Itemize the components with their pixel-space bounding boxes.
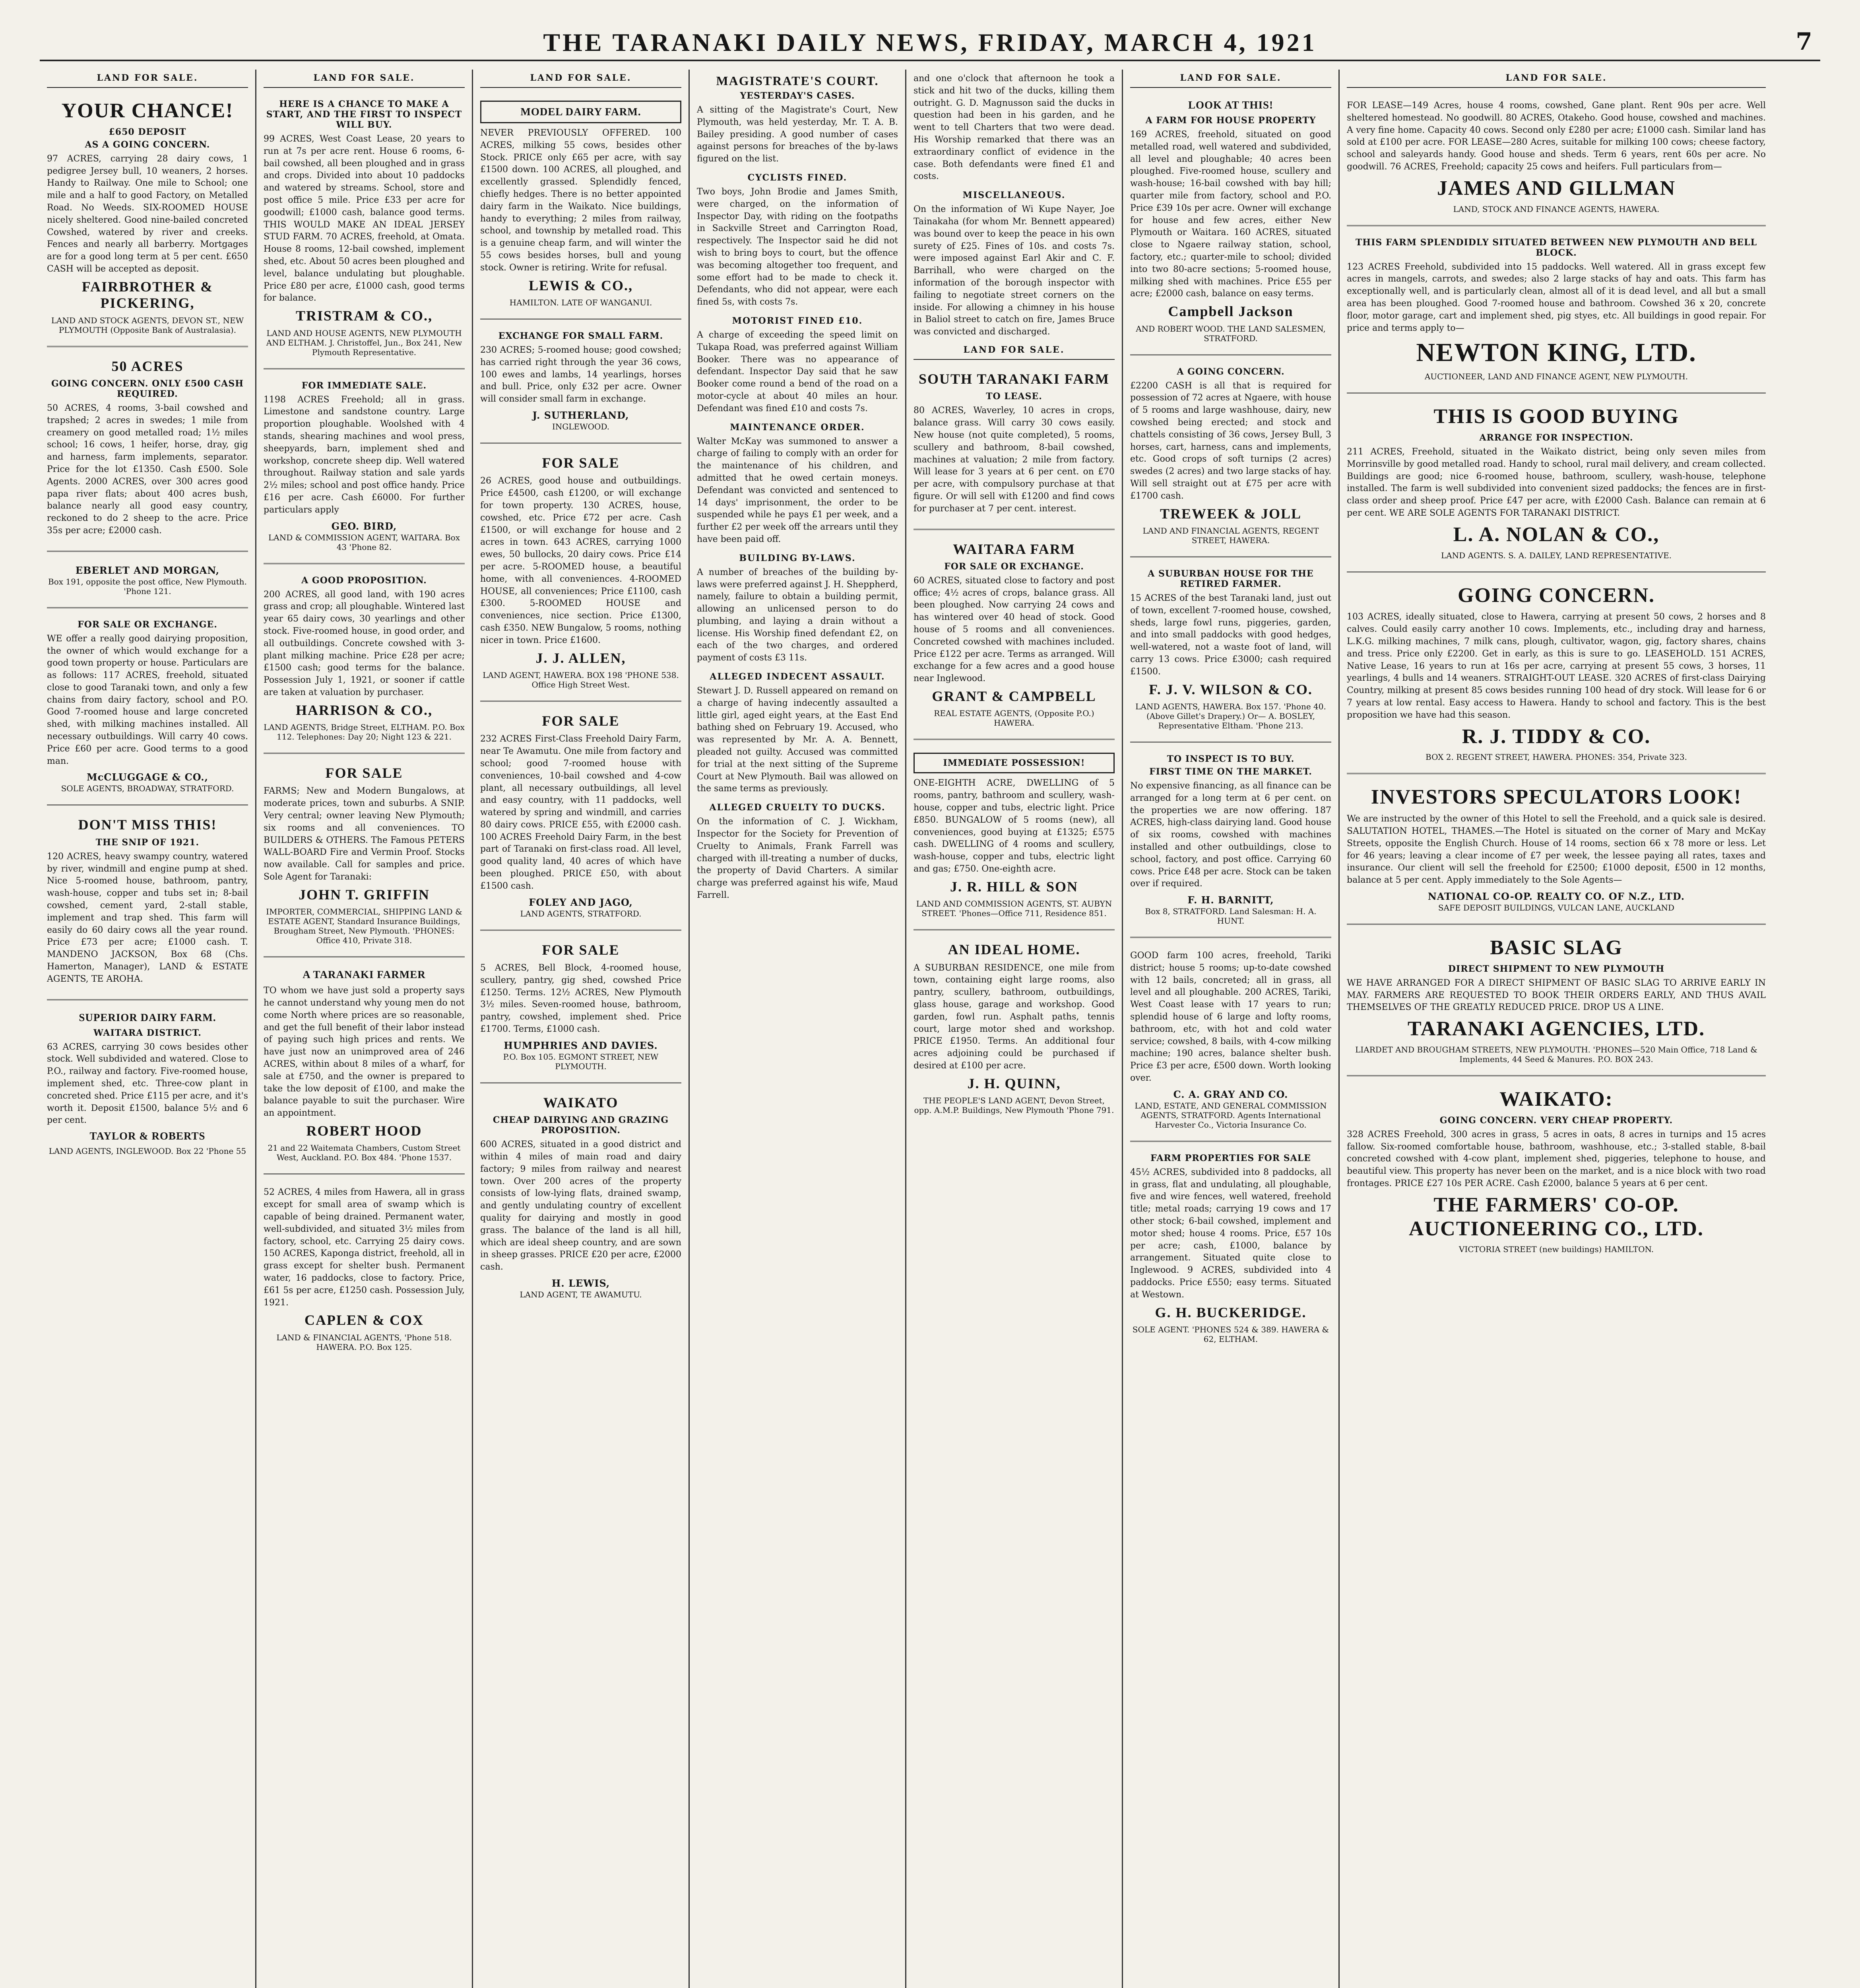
advert-exchange-small-farm	[480, 320, 681, 444]
advert-subtitle: FOR SALE OR EXCHANGE.	[944, 561, 1084, 572]
advert-subtitle: GOING CONCERN. VERY CHEAP PROPERTY.	[1439, 1115, 1673, 1126]
advert-body: FARMS; New and Modern Bungalows, at moderate prices, town and suburbs. A SNIP. Very central; owner leaving New Plymouth; six rooms and all conveniences. TO BUILDERS & OTHERS. The Famous PETERS WALL-BOARD Fire and Vermin Proof. Stocks now available. Call for samples and price. Sole Agent for Taranaki:	[264, 786, 465, 882]
newspaper-title: THE TARANAKI DAILY NEWS, FRIDAY, MARCH 4, 1921	[543, 28, 1317, 56]
advert-title: A GOING CONCERN.	[1177, 366, 1285, 377]
advert-model-dairy	[480, 88, 681, 320]
advert-title: FOR SALE OR EXCHANGE.	[78, 619, 217, 630]
advert-james-gillman	[1347, 88, 1766, 226]
page-number: 7	[1796, 28, 1812, 56]
agent-name: TAYLOR & ROBERTS	[89, 1130, 206, 1142]
advert-body: 50 ACRES, 4 rooms, 3-bail cowshed and trapshed; 2 acres in swedes; 1 mile from creamery on good metalled road; 1½ miles school; 16 cows, 1 heifer, horse, dray, gig and harness, farm implements, separator. Price for the lot £1350. Cash £500. Sole Agents. 2000 ACRES, over 300 acres good papa river flats; about 400 acres bush, balance nearly all good easy country, reckoned to do 2 sheep to the acre. Price 35s per acre; £2000 cash.	[47, 403, 248, 536]
advert-immediate-sale	[264, 369, 465, 564]
advert-caplen-cox	[264, 1175, 465, 1363]
advert-body: FOR LEASE—149 Acres, house 4 rooms, cowshed, Gane plant. Rent 90s per acre. Well sheltered homestead. No goodwill. 80 ACRES, Otakeho. Good house, cowshed and machines. A very fine home. Capacity 40 cows. Second only £280 per acre; £1000 cash. Similar land has sold at £100 per acre. FOR LEASE—280 Acres, suitable for milking 100 cows; cheese factory, school and saleyards handy. Good house and sheds. Term 6 years, rent 60s per acre. No goodwill. 76 ACRES, Freehold; capacity 25 cows and heifers. Full particulars from—	[1347, 101, 1766, 172]
news-paragraph: A charge of exceeding the speed limit on Tukapa Road, was preferred against William Booker. There was no appearance of defendant. Inspector Day said that he saw Booker come round a bend of the road on a motor-cycle at about 40 miles an hour. Defendant was fined £10 and costs 7s.	[697, 330, 898, 414]
advert-dont-miss	[47, 806, 248, 1000]
agent-address: INGLEWOOD.	[552, 421, 610, 431]
agent-address: LIARDET AND BROUGHAM STREETS, NEW PLYMOUTH. 'PHONES—520 Main Office, 718 Land & Implements, 44 Seed & Manures. P.O. BOX 243.	[1355, 1044, 1757, 1064]
column-header: LAND FOR SALE.	[264, 70, 465, 88]
agent-name: EBERLET AND MORGAN,	[75, 564, 220, 576]
advert-subtitle: FIRST TIME ON THE MARKET.	[1149, 766, 1312, 777]
column-7	[1340, 70, 1773, 1988]
agent-address: LAND, ESTATE, AND GENERAL COMMISSION AGENTS, STRATFORD. Agents International Harvester Co., Victoria Insurance Co.	[1135, 1101, 1327, 1130]
agent-address: LAND AND FINANCIAL AGENTS, REGENT STREET, HAWERA.	[1142, 526, 1319, 545]
advert-going-concern	[1130, 355, 1331, 557]
agent-name: HUMPHRIES AND DAVIES.	[504, 1039, 658, 1051]
advert-ideal-home	[914, 930, 1115, 1126]
agent-address: AND ROBERT WOOD. THE LAND SALESMEN, STRATFORD.	[1136, 324, 1326, 343]
agent-address: LAND AGENTS, STRATFORD.	[520, 909, 642, 918]
advert-body: 169 ACRES, freehold, situated on good metalled road, well watered and subdivided, all level and ploughable; 40 acres been ploughed. Five-roomed house, scullery and wash-house; 16-bail cowshed with bay hill; quarter mile from factory, school and P.O. Price £39 10s per acre. Owner will exchange for house and few acres, either New Plymouth or Waitara. 160 ACRES, situated close to Ngaere railway station, school, factory, etc.; quarter-mile to school; divided into two 80-acre sections; 5-roomed house, milking shed with machines. Price £55 per acre; £2000 cash, balance on easy terms.	[1130, 130, 1331, 299]
column-3	[473, 70, 690, 1988]
agent-name: TARANAKI AGENCIES, LTD.	[1407, 1017, 1705, 1041]
agent-address: SOLE AGENTS, BROADWAY, STRATFORD.	[61, 784, 234, 794]
agent-name: R. J. TIDDY & CO.	[1462, 725, 1651, 748]
advert-foley-jago	[480, 702, 681, 931]
news-subhead: MOTORIST FINED £10.	[732, 315, 863, 326]
column-header: LAND FOR SALE.	[914, 342, 1115, 360]
agent-address: LAND AGENTS, Bridge Street, ELTHAM. P.O. Box 112. Telephones: Day 20; Night 123 & 221.	[264, 722, 465, 742]
advert-basic-slag	[1347, 925, 1766, 1076]
agent-name: L. A. NOLAN & CO.,	[1453, 523, 1660, 546]
advert-title: THIS IS GOOD BUYING	[1433, 405, 1679, 428]
news-paragraph: On the information of Wi Kupe Nayer, Joe Tainakaha (for whom Mr. Bennett appeared) was bound over to keep the peace in his own surety of £25. Fines of 10s. and costs 7s. were imposed against Earl Akir and C. F. Barrihall, who were charged on the information of the borough inspector with failing to negotiate street corners on the inside. For allowing a chimney in his house in Baliol street to catch on fire, James Bruce was convicted and discharged.	[914, 204, 1115, 337]
agent-name: TREWEEK & JOLL	[1160, 505, 1302, 522]
advert-title: WAITARA FARM	[953, 541, 1075, 557]
advert-title: AN IDEAL HOME.	[948, 942, 1080, 958]
advert-waikato-going-concern	[1347, 1076, 1766, 1265]
agent-address: LAND AND STOCK AGENTS, DEVON ST., NEW PLYMOUTH (Opposite Bank of Australasia).	[51, 315, 244, 335]
advert-title: FOR SALE	[542, 454, 620, 471]
advert-subtitle: CHEAP DAIRYING AND GRAZING PROPOSITION.	[493, 1115, 669, 1136]
advert-title: DON'T MISS THIS!	[78, 817, 217, 833]
advert-title: A TARANAKI FARMER	[303, 969, 426, 981]
column-header: LAND FOR SALE.	[1347, 70, 1766, 88]
agent-name: JOHN T. GRIFFIN	[299, 886, 430, 903]
advert-body: WE offer a really good dairying proposition, the owner of which would exchange for a good town property or house. Particulars are as follows: 117 ACRES, freehold, situated close to good Taranaki town, and only a few chains from dairy factory, school and P.O. Good 7-roomed house and large concreted shed, with milking machines installed. All necessary outbuildings. Will carry 40 cows. Price £60 per acre. Good terms to a good man.	[47, 633, 248, 766]
news-subhead: ALLEGED CRUELTY TO DUCKS.	[709, 802, 886, 813]
advert-title: 50 ACRES	[111, 358, 184, 374]
news-paragraph: Stewart J. D. Russell appeared on remand on a charge of having indecently assaulted a little girl, aged eight years, at the East End bathing shed on February 19. Accused, who was represented by Mr. A. A. Bennett, pleaded not guilty. Accused was committed for trial at the next sitting of the Supreme Court at New Plymouth. Bail was allowed on the same terms as previously.	[697, 686, 898, 794]
advert-title: FOR SALE	[542, 942, 620, 958]
agent-name: JAMES AND GILLMAN	[1437, 177, 1676, 200]
agent-name: GRANT & CAMPBELL	[932, 688, 1096, 705]
advert-title: SOUTH TARANAKI FARM	[918, 371, 1110, 387]
advert-title: LOOK AT THIS!	[1188, 99, 1274, 111]
advert-your-chance	[47, 88, 248, 347]
news-paragraph: A number of breaches of the building by-laws were preferred against J. H. Sheppherd, namely, failure to obtain a building permit, allowing an unlicensed person to do plumbing, and laying a drain without a license. His Worship fined defendant £2, on each of the two charges, and ordered payment of costs £3 11s.	[697, 567, 898, 663]
advert-body: 211 ACRES, Freehold, situated in the Waikato district, being only seven miles from Morrinsville by good metalled road. Handy to school, rural mail delivery, and cream collected. Buildings are good; nice 6-roomed house, bathroom, scullery, wash-house, telephone installed. The farm is well subdivided into convenient sized paddocks; the fences are in first-class order and sheep proof. Price £47 per acre, with £2000 Cash. Balance can remain at 6 per cent. WE ARE SOLE AGENTS FOR TARANAKI DISTRICT.	[1347, 447, 1766, 518]
advert-tiddy	[1347, 573, 1766, 775]
advert-title: HERE IS A CHANCE TO MAKE A START, AND THE FIRST TO INSPECT WILL BUY.	[266, 99, 462, 130]
column-6	[1123, 70, 1340, 1988]
advert-body: TO whom we have just sold a property says he cannot understand why young men do not come North where prices are so reasonable, and get the full benefit of their labor instead of paying such high prices and rents. We have just now an unimproved area of 246 ACRES, within about 8 miles of a wharf, for sale at £750, and the owner is prepared to take the low deposit of £100, and make the balance payable to suit the purchaser. Wire an appointment.	[264, 986, 465, 1118]
advert-body: 1198 ACRES Freehold; all in grass. Limestone and sandstone country. Large proportion ploughable. Woolshed with 4 stands, shearing machines and wool press, sheepyards, barn, implement shed and workshop, concrete sheep dip. Well watered throughout. Railway station and sale yards 2½ miles; school and post office handy. Price £16 per acre. Cash £6000. For further particulars apply	[264, 394, 465, 515]
advert-subtitle: WAITARA DISTRICT.	[93, 1027, 202, 1038]
agent-name: GEO. BIRD,	[331, 520, 397, 532]
agent-name: H. LEWIS,	[551, 1277, 610, 1289]
agent-address: LAND AGENTS. S. A. DAILEY, LAND REPRESENTATIVE.	[1441, 550, 1672, 560]
advert-newton-king	[1347, 226, 1766, 394]
advert-body: 80 ACRES, Waverley, 10 acres in crops, balance grass. Will carry 30 cows easily. New house (not quite completed), 5 rooms, scullery and bathroom, 8-bail cowshed, machines at valuation; 2 mile from factory. Will lease for 3 years at 6 per cent. on £70 per acre, with compulsory purchase at that figure. Or will sell with £1200 and find cows for purchaser at 7 per cent. interest.	[914, 406, 1115, 514]
news-subhead: CYCLISTS FINED.	[747, 172, 848, 183]
advert-title: THIS FARM SPLENDIDLY SITUATED BETWEEN NEW PLYMOUTH AND BELL BLOCK.	[1355, 237, 1757, 258]
advert-superior-dairy	[47, 1000, 248, 1167]
advert-subtitle: THE SNIP OF 1921.	[95, 837, 200, 848]
advert-body: We are instructed by the owner of this Hotel to sell the Freehold, and a quick sale is desired. SALUTATION HOTEL, THAMES.—The Hotel is situated on the corner of Mary and McKay Streets, opposite the English Church. House of 14 rooms, section 66 x 78 more or less. Let for 46 years; leaving a clear income of £7 per week, the lessee paying all rates, taxes and insurance. Our client will sell the freehold for £2500; £1000 deposit, £500 in 12 months, balance at 5 per cent. Apply immediately to the Sole Agents—	[1347, 814, 1766, 885]
agent-name: NATIONAL CO-OP. REALTY CO. OF N.Z., LTD.	[1427, 890, 1685, 902]
agent-address: THE PEOPLE'S LAND AGENT, Devon Street, opp. A.M.P. Buildings, New Plymouth 'Phone 791.	[914, 1096, 1114, 1115]
agent-address: SAFE DEPOSIT BUILDINGS, VULCAN LANE, AUCKLAND	[1438, 903, 1675, 912]
advert-immediate-possession	[914, 740, 1115, 930]
agent-name: HARRISON & CO.,	[295, 702, 433, 718]
agent-address: LAND, STOCK AND FINANCE AGENTS, HAWERA.	[1453, 204, 1660, 214]
agent-name: J. SUTHERLAND,	[532, 409, 629, 421]
column-4	[690, 70, 906, 1988]
news-paragraph: Two boys, John Brodie and James Smith, were charged, on the information of Inspector Day, with riding on the footpaths in Sackville Street and Carrington Road, respectively. The Inspector said he did not wish to bring boys to court, but the offence was becoming altogether too frequent, and some effort had to be made to check it. Defendants, who did not appear, were each fined 5s, with costs 7s.	[697, 186, 898, 307]
column-5	[906, 70, 1123, 1988]
advert-body: 97 ACRES, carrying 28 dairy cows, 1 pedigree Jersey bull, 10 weaners, 2 horses. Handy to Railway. One mile to School; one mile and a half to good Factory, on Metalled Road. No Weeds. SIX-ROOMED HOUSE nicely sheltered. Good nine-bailed concreted Cowshed, watered by river and creeks. Fences and nearly all barberry. Mortgages are for a good long term at 5 per cent. £650 CASH will be accepted as deposit.	[47, 153, 248, 274]
advert-body: 120 ACRES, heavy swampy country, watered by river, windmill and engine pump at shed. Nice 5-roomed house, bathroom, pantry, wash-house, copper and tubs set in; 8-bail cowshed, cement yard, 2-stall stable, implement and trap shed. This farm will easily do 60 dairy cows all the year round. Price £73 per acre; £1000 cash. T. MANDENO JACKSON, Box 68 (Chs. Hamerton, Manager), LAND & ESTATE AGENTS, TE AROHA.	[47, 851, 248, 984]
advert-suburban-house	[1130, 557, 1331, 743]
advert-subtitle: AS A GOING CONCERN.	[85, 139, 210, 150]
advert-title: WAIKATO:	[1499, 1087, 1613, 1110]
advert-title: FARM PROPERTIES FOR SALE	[1150, 1153, 1311, 1163]
agent-name: TRISTRAM & CO.,	[295, 308, 433, 324]
advert-title: WAIKATO	[543, 1094, 619, 1110]
agent-address: SOLE AGENT. 'PHONES 524 & 389. HAWERA & 62, ELTHAM.	[1132, 1325, 1329, 1344]
column-header: LAND FOR SALE.	[1130, 70, 1331, 88]
advert-title: IMMEDIATE POSSESSION!	[914, 753, 1115, 773]
advert-body: NEVER PREVIOUSLY OFFERED. 100 ACRES, milking 55 cows, besides other Stock. PRICE only £65 per acre, with say £1500 down. 100 ACRES, all ploughed, and excellently grassed. Splendidly fenced, chiefly hedges. There is no better appointed dairy farm in the Waikato. Nice buildings, handy to everything; 2 miles from railway, school, and township by metalled road. This is a genuine cheap farm, and will winter the 55 cows besides horses, bull and young stock. Owner is retiring. Write for refusal.	[480, 128, 681, 273]
advert-title: YOUR CHANCE!	[61, 99, 234, 122]
news-paragraph: A sitting of the Magistrate's Court, New Plymouth, was held yesterday, Mr. T. A. B. Bailey presiding. A good number of cases against persons for breaches of the by-laws figured on the list.	[697, 105, 898, 164]
advert-body: 600 ACRES, situated in a good district and within 4 miles of main road and dairy factory; 9 miles from railway and nearest town. Over 200 acres of the property consists of low-lying flats, drained swamp, and gently undulating country of excellent quality for dairying and mostly in good grass. The balance of the land is all hill, which are ideal sheep country, and are sown in sheep grasses. PRICE £20 per acre, £2000 cash.	[480, 1140, 681, 1272]
advert-body: A SUBURBAN RESIDENCE, one mile from town, containing eight large rooms, also pantry, scullery, bathroom, outbuildings, glass house, garage and workshop. Good garden, fowl run. Asphalt paths, tennis court, large motor shed and workshop. PRICE £1950. Terms. An additional four acres adjoining could be purchased if desired at £100 per acre.	[914, 963, 1115, 1071]
advert-body: 123 ACRES Freehold, subdivided into 15 paddocks. Well watered. All in grass except few acres in mangels, carrots, and swedes; also 2 large stacks of hay and oats. This farm has exceptionally well, and is particularly clean, almost all of it is dead level, and all but a small area has been ploughed. Good 7-roomed house and bathroom. Cowshed 36 x 20, concrete floor, motor garage, cart and implement shed, pig styes, etc. All buildings in good repair. For price and terms apply to—	[1347, 262, 1766, 333]
advert-look-at-this	[1130, 88, 1331, 355]
advert-subtitle: £650 DEPOSIT	[109, 126, 186, 137]
agent-name: J. H. QUINN,	[967, 1075, 1061, 1091]
agent-address: AUCTIONEER, LAND AND FINANCE AGENT, NEW PLYMOUTH.	[1424, 372, 1688, 382]
agent-address: LAND AND COMMISSION AGENTS, ST. AUBYN STREET. 'Phones—Office 711, Residence 851.	[916, 899, 1112, 918]
agent-address: REAL ESTATE AGENTS, (Opposite P.O.) HAWERA.	[934, 709, 1094, 728]
advert-body: No expensive financing, as all finance can be arranged for a long term at 6 per cent. on the properties we are now offering. 187 ACRES, high-class dairying land. Good house of six rooms, cowshed with machines installed and other outbuildings, close to school, factory, and post office. Carrying 60 cows. Price £48 per acre. Stock can be taken over if required.	[1130, 780, 1331, 889]
advert-waitara-farm	[914, 530, 1115, 740]
advert-title: FOR IMMEDIATE SALE.	[301, 380, 427, 391]
advert-body: 99 ACRES, West Coast Lease, 20 years to run at 7s per acre rent. House 6 rooms, 6-bail cowshed, all been ploughed and in grass and crops. Divided into about 10 paddocks and watered by streams. School, store and post office 5 mile. Price £33 per acre for goodwill; £1000 cash, balance good terms. THIS WOULD MAKE AN IDEAL JERSEY STUD FARM. 70 ACRES, freehold, at Omata. House 8 rooms, 12-bail cowshed, implement shed, etc. About 50 acres been ploughed and level, balance undulating but ploughable. Price £80 per acre, £1000 cash, good terms for balance.	[264, 134, 465, 303]
advert-body: 328 ACRES Freehold, 300 acres in grass, 5 acres in oats, 8 acres in turnips and 15 acres fallow. Six-roomed comfortable house, bathroom, washhouse, etc.; 3-stalled stable, 8-bail concreted cowshed with 4-cow plant, implement shed, piggeries, telephone to house, and beautiful view. This property has never been on the market, and is a nice block with two road frontages. PRICE £27 10s PER ACRE. Cash £2000, balance 5 years at 6 per cent.	[1347, 1129, 1766, 1188]
news-subhead: MISCELLANEOUS.	[962, 190, 1066, 201]
advert-eberlet	[47, 552, 248, 608]
advert-body: 230 ACRES; 5-roomed house; good cowshed; has carried right through the year 36 cows, 100 ewes and lambs, 14 yearlings, horses and bull. Price, only £32 per acre. Owner will consider small farm in exchange.	[480, 345, 681, 404]
agent-name: LEWIS & CO.,	[528, 277, 633, 293]
advert-title: A SUBURBAN HOUSE FOR THE RETIRED FARMER.	[1148, 568, 1314, 589]
advert-title: EXCHANGE FOR SMALL FARM.	[498, 331, 663, 341]
agent-name: CAPLEN & COX	[305, 1312, 424, 1328]
news-paragraph: Walter McKay was summoned to answer a charge of failing to comply with an order for the maintenance of his children, and admitted that he owed certain moneys. Defendant was convicted and sentenced to 14 days' imprisonment, the order to be suspended while he pays £1 per week, and a further £2 per week off the arrears until they have been paid off.	[697, 436, 898, 544]
advert-good-buying	[1347, 394, 1766, 572]
agent-name: F. J. V. WILSON & CO.	[1149, 681, 1313, 697]
advert-subtitle: A FARM FOR HOUSE PROPERTY	[1145, 115, 1316, 126]
advert-subtitle: GOING CONCERN. ONLY £500 CASH REQUIRED.	[51, 378, 244, 399]
advert-body: GOOD farm 100 acres, freehold, Tariki district; house 5 rooms; up-to-date cowshed with 12 bails, concreted; all in grass, all level and all ploughable. 200 ACRES, Tariki, West Coast lease with 17 years to run; splendid house of 6 large and lofty rooms, bathroom, etc, with hot and cold water service; cowshed, 8 bails, with 4-cow milking machine; 190 acres, balance shelter bush. Price £3 per acre, £500 down. Worth looking over.	[1130, 951, 1331, 1083]
advert-body: 232 ACRES First-Class Freehold Dairy Farm, near Te Awamutu. One mile from factory and school; good 7-roomed house with conveniences, 10-bail cowshed and 4-cow plant, all necessary outbuildings, all level and easy country, with 11 paddocks, well watered by spring and windmill, and carries 80 dairy cows. PRICE £55, with £2000 cash. 100 ACRES Freehold Dairy Farm, in the best part of Taranaki on first-class road. All level, good quality land, 40 acres of which have been ploughed. PRICE £50, with about £1500 cash.	[480, 734, 681, 891]
advert-body: 45½ ACRES, subdivided into 8 paddocks, all in grass, flat and undulating, all ploughable, five and wire fences, well watered, freehold title; metal roads; carrying 19 cows and 17 other stock; 6-bail cowshed, implement and motor shed; house 4 rooms. Price, £57 10s per acre; cash, £1000, balance by arrangement. Situated quite close to Inglewood. 9 ACRES, subdivided into 4 paddocks. Price £550; easy terms. Situated at Westown.	[1130, 1167, 1331, 1300]
advert-investors	[1347, 774, 1766, 925]
agent-name: G. H. BUCKERIDGE.	[1155, 1304, 1307, 1320]
column-2	[256, 70, 473, 1988]
agent-name: J. R. HILL & SON	[950, 878, 1078, 895]
advert-body: WE HAVE ARRANGED FOR A DIRECT SHIPMENT OF BASIC SLAG TO ARRIVE EARLY IN MAY. FARMERS ARE REQUESTED TO BOOK THEIR ORDERS EARLY, AND THUS AVAIL THEMSELVES OF THE GREATLY REDUCED PRICE. DROP US A LINE.	[1347, 978, 1766, 1013]
agent-name: ROBERT HOOD	[306, 1123, 422, 1139]
agent-address: HAMILTON. LATE OF WANGANUI.	[509, 298, 652, 307]
advert-gray	[1130, 938, 1331, 1142]
agent-name: J. J. ALLEN,	[535, 650, 626, 666]
advert-allen	[480, 444, 681, 702]
advert-title: BASIC SLAG	[1490, 936, 1623, 959]
advert-title: MODEL DAIRY FARM.	[480, 101, 681, 123]
advert-body: 26 ACRES, good house and outbuildings. Price £4500, cash £1200, or will exchange for town property. 130 ACRES, house, cowshed, etc. Price £72 per acre. Cash £1500, or will exchange for house and 2 acres in town. 643 ACRES, carrying 1000 ewes, 50 bullocks, 20 dairy cows. Price £14 per acre. 5-ROOMED house, a beautiful home, with all conveniences. 4-ROOMED HOUSE, all conveniences; Price £1100, cash £300. 5-ROOMED HOUSE and conveniences, nice section. Price £1300, cash £350. NEW Bungalow, 5 rooms, nothing nicer in town. Price £1600.	[480, 476, 681, 645]
news-paragraph: On the information of C. J. Wickham, Inspector for the Society for Prevention of Cruelty to Animals, Frank Farrell was charged with ill-treating a number of ducks, the property of David Charters. A similar charge was preferred against his wife, Maud Farrell.	[697, 817, 898, 901]
agent-name: Campbell Jackson	[1168, 303, 1294, 320]
agent-address: P.O. Box 105. EGMONT STREET, NEW PLYMOUTH.	[503, 1052, 659, 1071]
advert-title: INVESTORS SPECULATORS LOOK!	[1371, 786, 1742, 809]
agent-address: LAND AGENTS, INGLEWOOD. Box 22 'Phone 55	[48, 1146, 246, 1156]
advert-body: 60 ACRES, situated close to factory and post office; 4½ acres of crops, balance grass. All been ploughed. Now carrying 24 cows and has wintered over 40 head of stock. Good house of 5 rooms and all conveniences. Concreted cowshed with machines included. Price £122 per acre. Terms as arranged. Will exchange for a few acres and a good house near Inglewood.	[914, 575, 1115, 684]
agent-address: LAND AGENT, HAWERA. BOX 198 'PHONE 538. Office High Street West.	[483, 670, 679, 689]
news-subhead: MAINTENANCE ORDER.	[730, 422, 865, 433]
agent-address: LAND AND HOUSE AGENTS, NEW PLYMOUTH AND ELTHAM. J. Christoffel, Jun., Box 241, New Plymouth Representative.	[266, 328, 462, 357]
advert-50-acres	[47, 347, 248, 552]
agent-address: BOX 2. REGENT STREET, HAWERA. PHONES: 354, Private 323.	[1426, 752, 1687, 762]
agent-name: FOLEY AND JAGO,	[529, 896, 633, 908]
advert-subtitle: TO LEASE.	[986, 391, 1042, 402]
agent-address: LAND AGENT, TE AWAMUTU.	[520, 1290, 642, 1299]
column-header: LAND FOR SALE.	[480, 70, 681, 88]
advert-title: FOR SALE	[325, 765, 403, 781]
agent-address: Box 191, opposite the post office, New Plymouth. 'Phone 121.	[48, 577, 247, 596]
advert-sale-exchange	[47, 608, 248, 806]
masthead	[40, 28, 1820, 61]
agent-name: FAIRBROTHER & PICKERING,	[81, 278, 213, 311]
advert-title: GOING CONCERN.	[1457, 584, 1655, 607]
column-1	[40, 70, 256, 1988]
news-paragraph: and one o'clock that afternoon he took a stick and hit two of the ducks, killing them outright. G. D. Magnusson said the ducks in question had been in his garden, and he went to tell Charters that two were dead. His Worship remarked that there was an extraordinary conflict of evidence in the case. Both defendants were fined £1 and costs.	[914, 74, 1115, 182]
advert-tristram	[264, 88, 465, 369]
advert-body: ONE-EIGHTH ACRE, DWELLING of 5 rooms, pantry, bathroom and scullery, wash-house, copper and tubs, electric light. Price £850. BUNGALOW of 5 rooms (new), all conveniences, good buying at £1325; £575 cash. DWELLING of 4 rooms and scullery, wash-house, copper and tubs, electric light and gas; £750. One-eighth acre.	[914, 778, 1115, 874]
advert-title: SUPERIOR DAIRY FARM.	[79, 1011, 216, 1023]
page-columns	[40, 70, 1824, 1988]
advert-humphries	[480, 931, 681, 1083]
agent-address: LAND & COMMISSION AGENT, WAITARA. Box 43 'Phone 82.	[268, 532, 460, 552]
agent-name: McCLUGGAGE & CO.,	[87, 771, 208, 783]
news-subhead: YESTERDAY'S CASES.	[740, 91, 855, 101]
agent-address: LAND AGENTS, HAWERA. Box 157. 'Phone 40. (Above Gillet's Drapery.) Or— A. BOSLEY, Representative Eltham. 'Phone 213.	[1135, 701, 1326, 730]
advert-title: TO INSPECT IS TO BUY.	[1167, 753, 1295, 764]
agent-name: NEWTON KING, LTD.	[1416, 338, 1697, 367]
advert-waikato	[480, 1083, 681, 1310]
advert-title: FOR SALE	[542, 712, 620, 729]
advert-to-inspect	[1130, 743, 1331, 938]
advert-body: 52 ACRES, 4 miles from Hawera, all in grass except for small area of swamp which is capable of being drained. Permanent water, well-subdivided, and situated 3½ miles from factory, school, etc. Carrying 25 dairy cows. 150 ACRES, Kaponga district, freehold, all in grass except for shelter bush. Permanent water, 16 paddocks, close to factory. Price, £61 5s per acre, £1250 cash. Possession July, 1921.	[264, 1187, 465, 1308]
advert-farm-properties	[1130, 1142, 1331, 1355]
agent-address: LAND & FINANCIAL AGENTS, 'Phone 518. HAWERA. P.O. Box 125.	[276, 1332, 452, 1352]
advert-body: £2200 CASH is all that is required for possession of 72 acres at Ngaere, with house of 5 rooms and large washhouse, dairy, new cowshed being erected; and stock and chattels consisting of 36 cows, Jersey Bull, 3 horses, cart, harness, cans and implements, etc. Good crops of soft turnips (2 acres) swedes (2 acres) and two large stacks of hay. Will sell straight out at £75 per acre with £1700 cash.	[1130, 381, 1331, 501]
advert-body: 103 ACRES, ideally situated, close to Hawera, carrying at present 50 cows, 2 horses and 8 calves. Could easily carry another 10 cows. Implements, etc., including dray and harness, L.K.G. milking machines, 7 milk cans, plough, cultivator, wagon, gig, factory shares, chains and tress. Price only £2200. Get in early, as this is sure to go. LEASEHOLD. 151 ACRES, Native Lease, 16 years to run at 16s per acre, carrying at present 55 cows, 3 horses, 11 yearlings, 4 bulls and 14 weaners. STRAIGHT-OUT LEASE. 320 ACRES of first-class Dairying Country, milking at present 85 cows besides running 100 head of dry stock. Will lease for 6 or 7 years at low rental. Easy access to Hawera. Handy to school and factory. This is the best proposition we have had this season.	[1347, 612, 1766, 720]
agent-address: Box 8, STRATFORD. Land Salesman: H. A. HUNT.	[1145, 907, 1317, 926]
advert-body: 63 ACRES, carrying 30 cows besides other stock. Well subdivided and watered. Close to P.O., railway and factory. Five-roomed house, implement shed, etc. Three-cow plant in concreted shed. Price £115 per acre, and it's worth it. Deposit £1500, balance 5½ and 6 per cent.	[47, 1042, 248, 1126]
advert-subtitle: ARRANGE FOR INSPECTION.	[1479, 433, 1633, 443]
agent-name: F. H. BARNITT,	[1187, 894, 1274, 906]
news-subhead: ALLEGED INDECENT ASSAULT.	[710, 672, 885, 682]
news-subhead: BUILDING BY-LAWS.	[739, 553, 856, 563]
agent-name: THE FARMERS' CO-OP. AUCTIONEERING CO., LTD.	[1409, 1193, 1704, 1240]
advert-body: 15 ACRES of the best Taranaki land, just out of town, excellent 7-roomed house, cowshed, sheds, large fowl runs, piggeries, garden, and into small paddocks with good hedges, well-watered, not a waste foot of land, will carry 13 cows. Price £3000; cash required £1500.	[1130, 593, 1331, 677]
agent-address: 21 and 22 Waitemata Chambers, Custom Street West, Auckland. P.O. Box 484. 'Phone 1537.	[268, 1143, 461, 1163]
advert-good-proposition	[264, 564, 465, 754]
advert-taranaki-farmer	[264, 957, 465, 1175]
agent-address: VICTORIA STREET (new buildings) HAMILTON.	[1459, 1244, 1654, 1254]
advert-title: A GOOD PROPOSITION.	[301, 575, 427, 586]
advert-south-taranaki	[914, 360, 1115, 530]
advert-body: 5 ACRES, Bell Block, 4-roomed house, scullery, pantry, gig shed, cowshed Price £1250. Terms. 12½ ACRES, New Plymouth 3½ miles. Seven-roomed house, bathroom, pantry, cowshed, implement shed. Price £1700. Terms, £1000 cash.	[480, 963, 681, 1035]
advert-body: 200 ACRES, all good land, with 190 acres grass and crop; all ploughable. Wintered last year 65 dairy cows, 30 yearlings and other stock. Five-roomed house, in good order, and all outbuildings. Concrete cowshed with 3-plant milking machine. Price £28 per acre; £1500 cash; good terms for the balance. Possession July 1, 1921, or sooner if cattle are taken at valuation by purchaser.	[264, 589, 465, 697]
advert-subtitle: DIRECT SHIPMENT TO NEW PLYMOUTH	[1448, 963, 1665, 974]
agent-address: IMPORTER, COMMERCIAL, SHIPPING LAND & ESTATE AGENT, Standard Insurance Buildings, Brougham Street, New Plymouth. 'PHONES: Office 410, Private 318.	[266, 907, 462, 945]
agent-name: C. A. GRAY AND CO.	[1173, 1088, 1288, 1100]
news-headline: MAGISTRATE'S COURT.	[716, 74, 879, 88]
advert-griffin	[264, 754, 465, 957]
column-header: LAND FOR SALE.	[47, 70, 248, 88]
